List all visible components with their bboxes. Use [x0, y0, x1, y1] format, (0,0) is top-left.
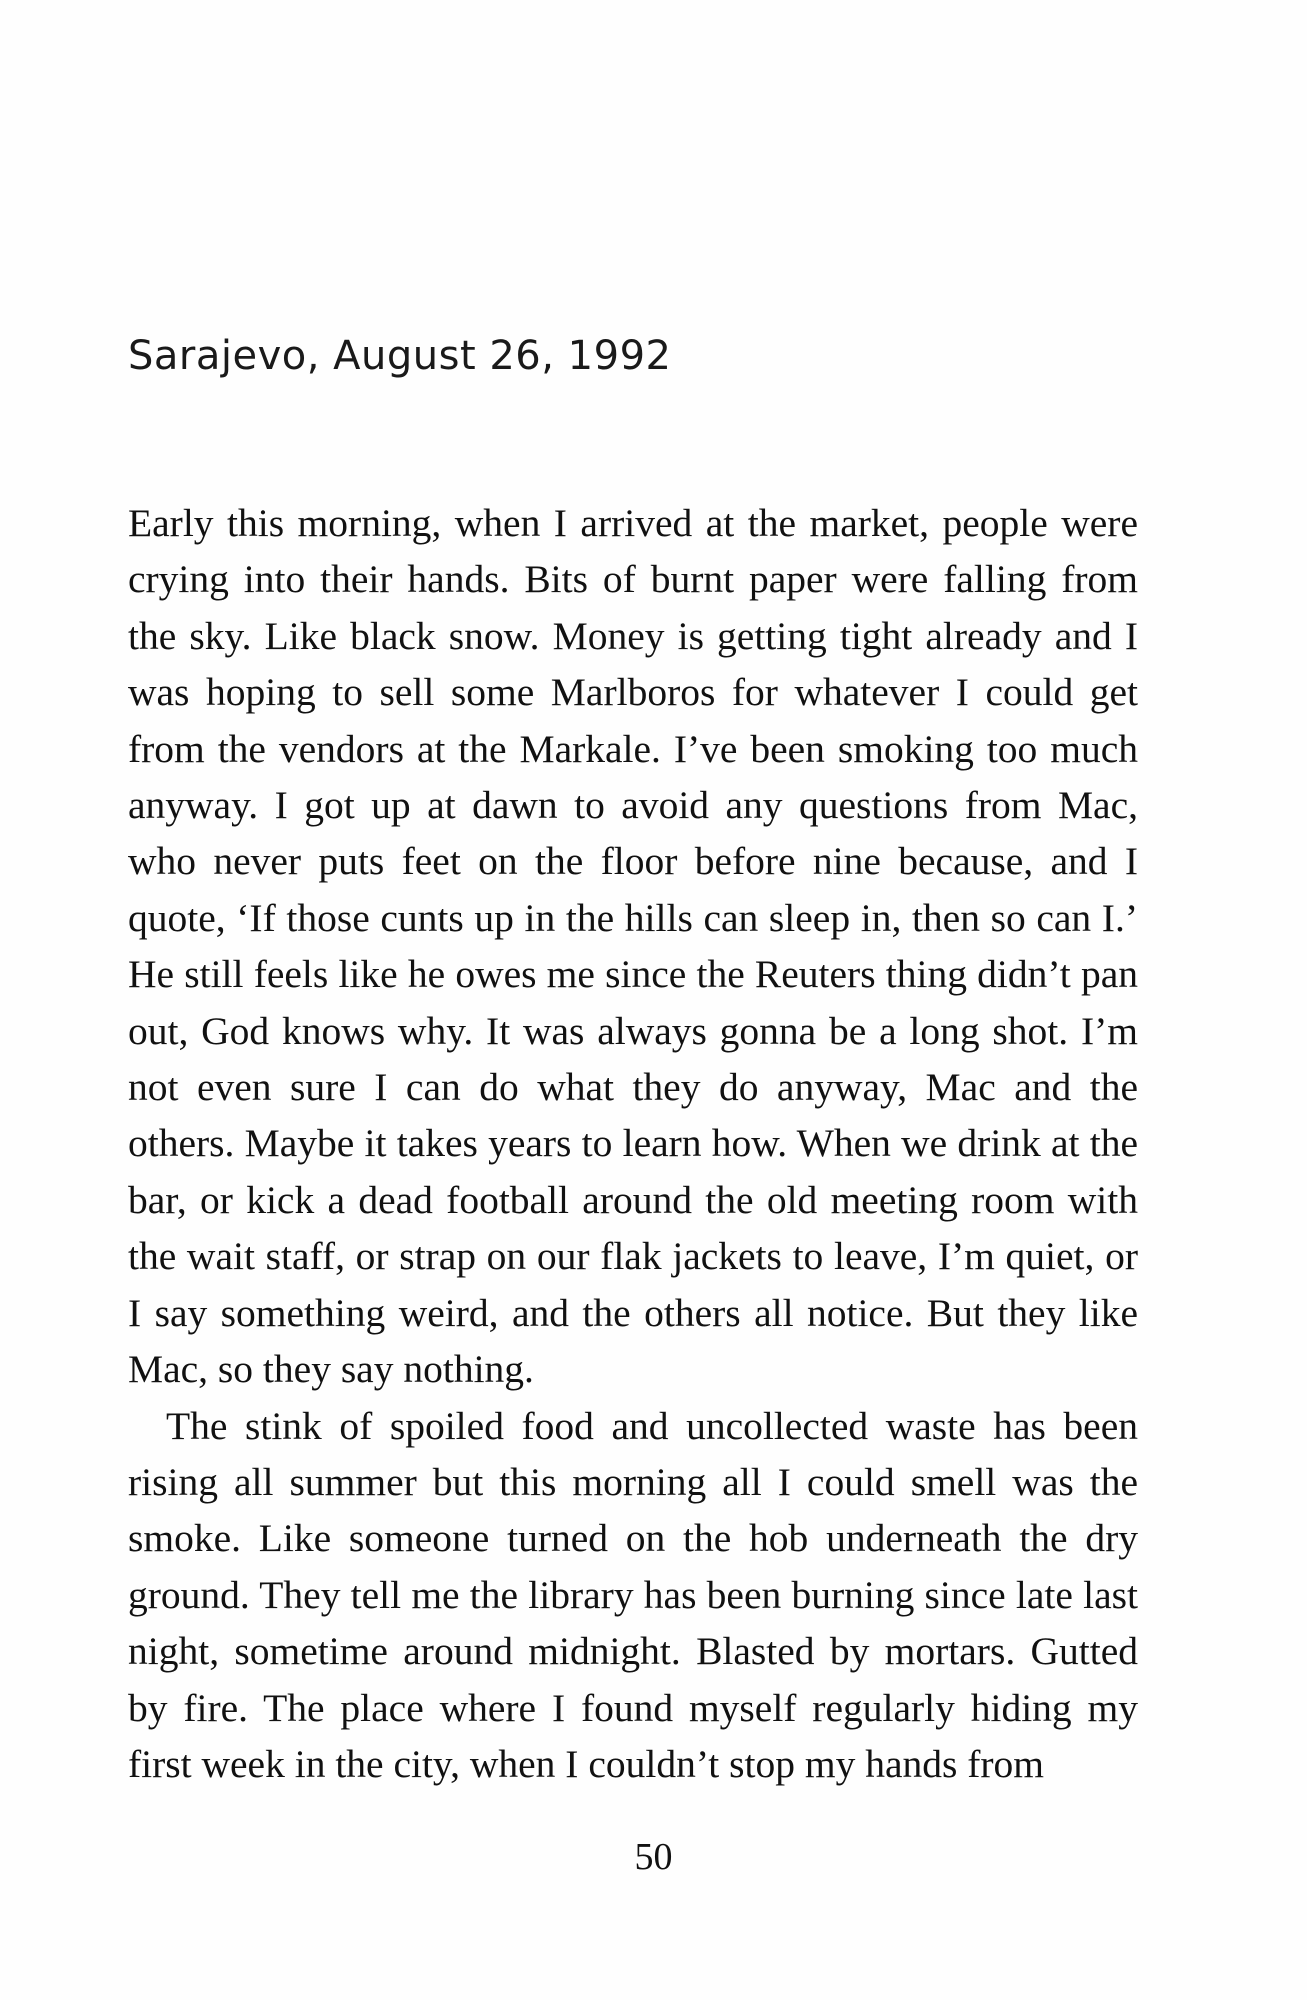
body-text — [128, 495, 1138, 1792]
chapter-heading: Sarajevo, August 26, 1992 — [128, 333, 672, 379]
paragraph: Early this morning, when I arrived at the market, people were crying into their hands. Bits of burnt paper were falling from the sky. Like black snow. Money is getting tight already and I was hoping to sell some Marlboros for whatever I could get from the vendors at the Markale. I’ve been smoking too much anyway. I got up at dawn to avoid any questions from Mac, who never puts feet on the floor before nine because, and I quote, ‘If those cunts up in the hills can sleep in, then so can I.’ He still feels like he owes me since the Reuters thing didn’t pan out, God knows why. It was always gonna be a long shot. I’m not even sure I can do what they do anyway, Mac and the others. Maybe it takes years to learn how. When we drink at the bar, or kick a dead football around the old meeting room with the wait staff, or strap on our flak jackets to leave, I’m quiet, or I say something weird, and the others all notice. But they like Mac, so they say nothing. — [128, 501, 1138, 1392]
paragraph: The stink of spoiled food and uncollected waste has been rising all summer but this morning all I could smell was the smoke. Like someone turned on the hob underneath the dry ground. They tell me the library has been burning since late last night, sometime around midnight. Blasted by mortars. Gutted by fire. The place where I found myself regularly hiding my first week in the city, when I couldn’t stop my hands from — [128, 1403, 1138, 1786]
page-number: 50 — [634, 1836, 673, 1878]
